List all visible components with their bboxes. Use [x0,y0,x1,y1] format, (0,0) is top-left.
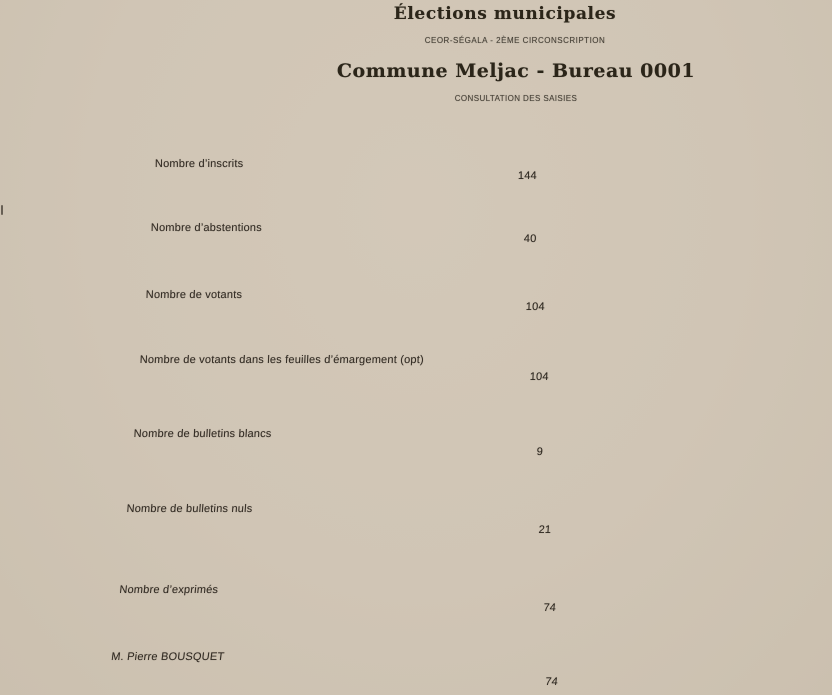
row-label: Nombre de votants [145,289,243,301]
row-value: 104 [525,301,545,313]
row-label: Nombre d’exprimés [118,584,219,596]
row-value: 21 [538,524,552,536]
row-label: Nombre de bulletins blancs [133,428,272,440]
row-label: Nombre d’abstentions [150,222,263,234]
row-value: 74 [542,602,557,614]
row-label: Nombre d’inscrits [154,158,244,170]
row-value: 104 [529,371,549,383]
page-title: Élections municipales [393,4,617,24]
row-label: Nombre de votants dans les feuilles d’émargement (opt) [139,354,425,366]
row-label: M. Pierre BOUSQUET [110,651,226,663]
circonscription-label: CEOR-SÉGALA - 2ÈME CIRCONSCRIPTION [424,36,606,45]
section-label: CONSULTATION DES SAISIES [454,94,578,103]
row-value: 9 [536,446,544,458]
commune-bureau-title: Commune Meljac - Bureau 0001 [336,60,696,82]
row-label: Nombre de bulletins nuls [126,503,253,515]
photo-artifact-mark [1,205,3,215]
row-value: 144 [517,170,537,182]
row-value: 40 [523,233,537,245]
row-value: 74 [544,676,559,688]
